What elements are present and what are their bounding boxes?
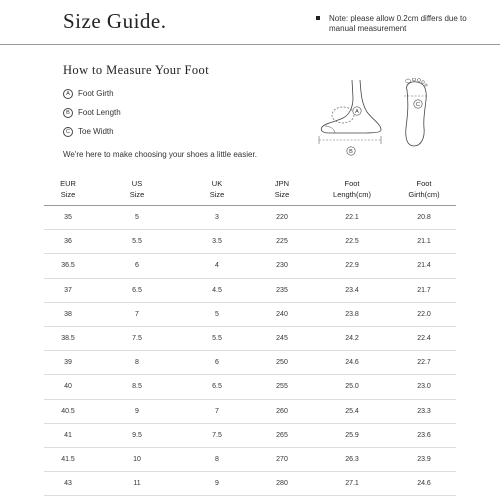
cell-eur: 38.5: [61, 335, 75, 343]
table-row: [44, 448, 456, 472]
diagram-badge-a: A: [355, 109, 359, 115]
table-body: [44, 206, 456, 496]
page-title: Size Guide.: [63, 9, 167, 33]
table-row: [44, 230, 456, 254]
cell-us: 7.5: [132, 335, 142, 343]
cell-foot-length: 25.0: [345, 383, 359, 391]
cell-foot-girth: 22.0: [417, 310, 431, 318]
cell-foot-length: 23.8: [345, 310, 359, 318]
cell-uk: 4: [215, 262, 219, 270]
cell-eur: 37: [64, 286, 72, 294]
legend-item-foot-girth: [63, 88, 121, 99]
cell-foot-girth: 22.7: [417, 359, 431, 367]
cell-foot-girth: 22.4: [417, 335, 431, 343]
cell-eur: 36: [64, 238, 72, 246]
cell-foot-girth: 21.7: [417, 286, 431, 294]
table-row: [44, 424, 456, 448]
cell-foot-length: 22.9: [345, 262, 359, 270]
cell-foot-girth: 23.9: [417, 455, 431, 463]
cell-jpn: 245: [276, 335, 288, 343]
cell-us: 8.5: [132, 383, 142, 391]
cell-jpn: 230: [276, 262, 288, 270]
diagram-badge-b: B: [349, 149, 353, 155]
header-foot-length: Foot Length(cm): [333, 179, 371, 199]
header-jpn: JPN Size: [274, 179, 290, 199]
cell-us: 9.5: [132, 431, 142, 439]
cell-uk: 3: [215, 214, 219, 222]
cell-foot-girth: 23.3: [417, 407, 431, 415]
badge-b-icon: B: [63, 108, 73, 118]
cell-us: 10: [133, 455, 141, 463]
cell-eur: 40: [64, 383, 72, 391]
cell-foot-length: 22.1: [345, 214, 359, 222]
cell-uk: 4.5: [212, 286, 222, 294]
cell-foot-girth: 20.8: [417, 214, 431, 222]
measure-heading: How to Measure Your Foot: [63, 63, 210, 77]
cell-uk: 8: [215, 455, 219, 463]
cell-uk: 5.5: [212, 335, 222, 343]
cell-foot-girth: 21.4: [417, 262, 431, 270]
cell-foot-length: 25.9: [345, 431, 359, 439]
intro-text: We're here to make choosing your shoes a little easier.: [63, 150, 257, 159]
cell-foot-length: 27.1: [345, 480, 359, 488]
table-row: [44, 375, 456, 399]
table-row: [44, 327, 456, 351]
cell-uk: 3.5: [212, 238, 222, 246]
diagram-badge-c: C: [416, 102, 420, 108]
cell-uk: 5: [215, 310, 219, 318]
cell-us: 5: [135, 214, 139, 222]
cell-us: 5.5: [132, 238, 142, 246]
cell-eur: 35: [64, 214, 72, 222]
cell-uk: 9: [215, 480, 219, 488]
header-us: US Size: [129, 179, 145, 199]
cell-us: 11: [133, 480, 141, 488]
cell-jpn: 240: [276, 310, 288, 318]
cell-jpn: 270: [276, 455, 288, 463]
cell-jpn: 260: [276, 407, 288, 415]
cell-us: 6.5: [132, 286, 142, 294]
cell-us: 7: [135, 310, 139, 318]
cell-eur: 41: [64, 431, 72, 439]
table-row: [44, 351, 456, 375]
cell-eur: 39: [64, 359, 72, 367]
table-row: [44, 400, 456, 424]
cell-uk: 7: [215, 407, 219, 415]
cell-foot-length: 23.4: [345, 286, 359, 294]
cell-foot-girth: 23.6: [417, 431, 431, 439]
cell-jpn: 255: [276, 383, 288, 391]
side-foot-icon: [321, 80, 381, 133]
cell-eur: 38: [64, 310, 72, 318]
cell-foot-length: 24.6: [345, 359, 359, 367]
table-row: [44, 206, 456, 230]
cell-foot-length: 25.4: [345, 407, 359, 415]
cell-jpn: 250: [276, 359, 288, 367]
cell-foot-girth: 24.6: [417, 480, 431, 488]
foot-measurement-illustration: [315, 78, 445, 160]
cell-us: 8: [135, 359, 139, 367]
cell-jpn: 225: [276, 238, 288, 246]
cell-jpn: 235: [276, 286, 288, 294]
legend-label: Foot Length: [78, 108, 121, 117]
cell-uk: 6: [215, 359, 219, 367]
header-foot-girth: Foot Girth(cm): [408, 179, 440, 199]
foot-length-marker: [319, 136, 381, 155]
cell-eur: 40.5: [61, 407, 75, 415]
measurement-legend: [63, 88, 121, 145]
cell-foot-length: 22.5: [345, 238, 359, 246]
header-eur: EUR Size: [60, 179, 76, 199]
legend-item-toe-width: [63, 126, 121, 137]
cell-foot-girth: 21.1: [417, 238, 431, 246]
cell-foot-girth: 23.0: [417, 383, 431, 391]
cell-eur: 36.5: [61, 262, 75, 270]
table-header-row: [44, 178, 456, 206]
table-row: [44, 254, 456, 278]
header-uk: UK Size: [209, 179, 225, 199]
cell-us: 6: [135, 262, 139, 270]
badge-a-icon: A: [63, 89, 73, 99]
bullet-icon: [316, 16, 320, 20]
legend-item-foot-length: [63, 107, 121, 118]
legend-label: Foot Girth: [78, 89, 114, 98]
table-row: [44, 472, 456, 496]
cell-eur: 43: [64, 480, 72, 488]
cell-uk: 6.5: [212, 383, 222, 391]
cell-jpn: 280: [276, 480, 288, 488]
cell-jpn: 265: [276, 431, 288, 439]
table-row: [44, 279, 456, 303]
badge-c-icon: C: [63, 127, 73, 137]
size-table: [44, 178, 456, 496]
header-divider: [0, 44, 500, 45]
cell-foot-length: 26.3: [345, 455, 359, 463]
cell-foot-length: 24.2: [345, 335, 359, 343]
cell-eur: 41.5: [61, 455, 75, 463]
legend-label: Toe Width: [78, 127, 114, 136]
cell-us: 9: [135, 407, 139, 415]
measurement-note: [316, 14, 479, 34]
sole-foot-icon: [406, 78, 428, 146]
table-row: [44, 303, 456, 327]
cell-jpn: 220: [276, 214, 288, 222]
note-text: Note: please allow 0.2cm differs due to manual measurement: [329, 14, 467, 33]
cell-uk: 7.5: [212, 431, 222, 439]
